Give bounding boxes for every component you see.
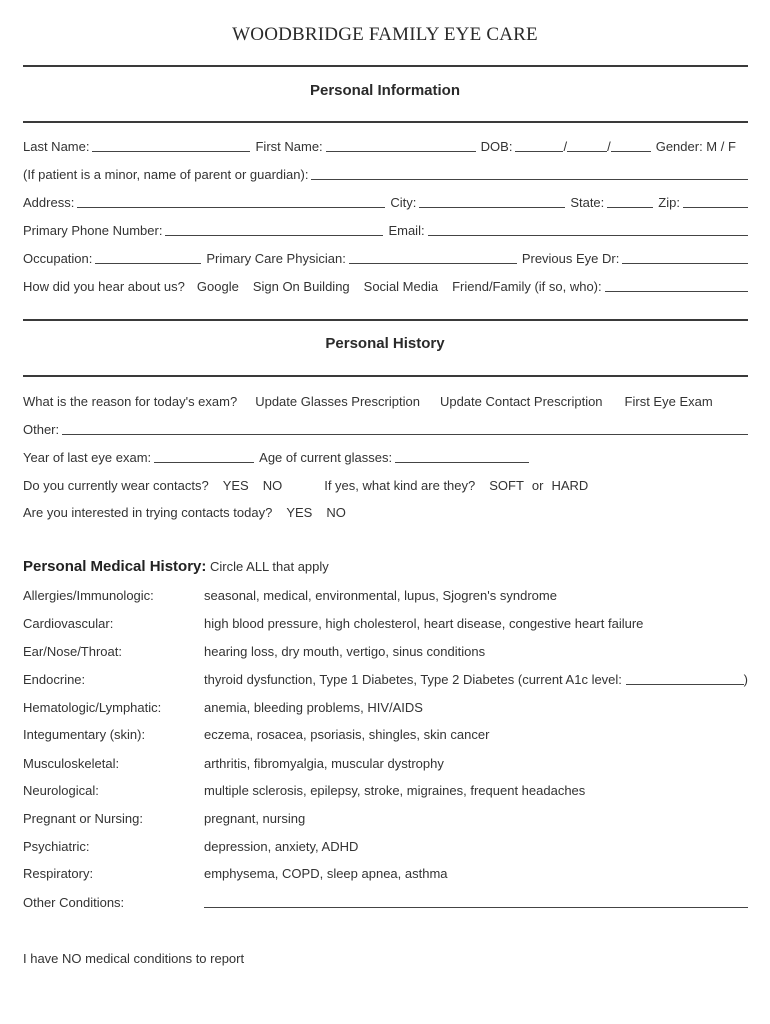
section-title-personal-history: Personal History <box>325 335 445 352</box>
city-label: City: <box>390 195 417 210</box>
medical-category: Cardiovascular: <box>23 616 114 631</box>
no-conditions-statement[interactable]: I have NO medical conditions to report <box>23 951 245 966</box>
medical-row-respiratory <box>23 866 748 884</box>
contact-row <box>23 220 748 238</box>
wear-contacts-no[interactable]: NO <box>262 478 283 493</box>
guardian-label: (If patient is a minor, name of parent or guardian): <box>23 167 309 182</box>
wear-contacts-label: Do you currently wear contacts? <box>23 478 209 493</box>
email-field[interactable] <box>428 223 748 236</box>
divider <box>23 65 748 67</box>
medical-category: Musculoskeletal: <box>23 756 120 771</box>
medical-category: Neurological: <box>23 783 99 798</box>
medical-conditions[interactable]: seasonal, medical, environmental, lupus, Sjogren's syndrome <box>204 588 557 603</box>
medical-row-other <box>23 895 748 913</box>
interested-yes[interactable]: YES <box>286 505 313 520</box>
occupation-field[interactable] <box>95 251 201 264</box>
medical-row-cardiovascular <box>23 616 748 634</box>
dob-label: DOB: <box>480 139 513 154</box>
divider <box>23 375 748 377</box>
medical-row-pregnant <box>23 811 748 829</box>
reason-option-glasses[interactable]: Update Glasses Prescription <box>255 394 420 409</box>
exam-history-row <box>23 447 748 465</box>
dob-separator: / <box>563 139 568 154</box>
medical-row-endocrine <box>23 672 748 690</box>
zip-label: Zip: <box>658 195 680 210</box>
a1c-level-field[interactable] <box>626 672 744 685</box>
referral-label: How did you hear about us? <box>23 279 185 294</box>
gender-label[interactable]: Gender: M / F <box>655 139 736 154</box>
dob-separator: / <box>607 139 611 154</box>
exam-reason-label: What is the reason for today's exam? <box>23 394 238 409</box>
divider <box>23 319 748 321</box>
medical-row-ent <box>23 644 748 662</box>
name-dob-row <box>23 136 748 154</box>
medical-category: Respiratory: <box>23 866 94 881</box>
dob-year-field[interactable] <box>611 139 651 152</box>
medical-row-musculoskeletal <box>23 756 748 774</box>
city-field[interactable] <box>419 195 565 208</box>
reason-option-first-exam[interactable]: First Eye Exam <box>624 394 713 409</box>
referral-option-friend[interactable]: Friend/Family (if so, who): <box>452 279 602 294</box>
pcp-field[interactable] <box>349 251 517 264</box>
medical-category: Endocrine: <box>23 672 86 687</box>
wear-contacts-yes[interactable]: YES <box>222 478 249 493</box>
occupation-row <box>23 248 748 266</box>
last-exam-label: Year of last eye exam: <box>23 450 152 465</box>
referral-option-sign[interactable]: Sign On Building <box>252 279 350 294</box>
medical-category: Ear/Nose/Throat: <box>23 644 122 659</box>
medical-conditions[interactable]: hearing loss, dry mouth, vertigo, sinus conditions <box>204 644 486 659</box>
medical-history-instruction: Circle ALL that apply <box>210 559 329 574</box>
referral-option-google[interactable]: Google <box>196 279 239 294</box>
last-name-label: Last Name: <box>23 139 90 154</box>
glasses-age-label: Age of current glasses: <box>259 450 393 465</box>
medical-category: Integumentary (skin): <box>23 727 146 742</box>
phone-label: Primary Phone Number: <box>23 223 163 238</box>
dob-day-field[interactable] <box>567 139 607 152</box>
medical-category: Hematologic/Lymphatic: <box>23 700 162 715</box>
glasses-age-field[interactable] <box>395 450 529 463</box>
other-reason-field[interactable] <box>62 422 748 435</box>
medical-conditions[interactable]: anemia, bleeding problems, HIV/AIDS <box>204 700 423 715</box>
address-row <box>23 192 748 210</box>
exam-reason-row <box>23 391 748 409</box>
other-conditions-field[interactable] <box>204 895 748 908</box>
referral-row <box>23 276 748 294</box>
referral-friend-field[interactable] <box>605 279 748 292</box>
medical-category: Pregnant or Nursing: <box>23 811 143 826</box>
clinic-title: WOODBRIDGE FAMILY EYE CARE <box>232 24 538 45</box>
medical-conditions[interactable]: multiple sclerosis, epilepsy, stroke, migraines, frequent headaches <box>204 783 586 798</box>
referral-option-social[interactable]: Social Media <box>363 279 439 294</box>
medical-row-psychiatric <box>23 839 748 857</box>
first-name-label: First Name: <box>255 139 323 154</box>
medical-row-hematologic <box>23 700 748 718</box>
contact-kind-or: or <box>531 478 544 493</box>
contact-kind-soft[interactable]: SOFT <box>489 478 524 493</box>
medical-category: Allergies/Immunologic: <box>23 588 154 603</box>
contact-kind-hard[interactable]: HARD <box>551 478 589 493</box>
address-label: Address: <box>23 195 75 210</box>
last-exam-field[interactable] <box>154 450 254 463</box>
last-name-field[interactable] <box>92 139 250 152</box>
medical-history-title: Personal Medical History: <box>23 558 207 575</box>
phone-field[interactable] <box>165 223 383 236</box>
other-reason-row <box>23 419 748 437</box>
zip-field[interactable] <box>683 195 748 208</box>
state-field[interactable] <box>607 195 653 208</box>
occupation-label: Occupation: <box>23 251 93 266</box>
contacts-row <box>23 475 748 493</box>
medical-conditions[interactable]: emphysema, COPD, sleep apnea, asthma <box>204 866 448 881</box>
medical-row-allergies <box>23 588 748 606</box>
interest-row <box>23 502 748 520</box>
medical-category: Psychiatric: <box>23 839 90 854</box>
medical-conditions[interactable]: depression, anxiety, ADHD <box>204 839 359 854</box>
guardian-row <box>23 164 748 182</box>
guardian-field[interactable] <box>311 167 748 180</box>
medical-row-integumentary <box>23 727 748 745</box>
dob-month-field[interactable] <box>515 139 563 152</box>
interested-contacts-label: Are you interested in trying contacts today? <box>23 505 273 520</box>
first-name-field[interactable] <box>326 139 476 152</box>
previous-eye-dr-field[interactable] <box>622 251 748 264</box>
medical-history-heading <box>23 558 329 575</box>
medical-conditions[interactable]: pregnant, nursing <box>204 811 306 826</box>
medical-conditions[interactable]: thyroid dysfunction, Type 1 Diabetes, Type 2 Diabetes (current A1c level: <box>204 672 622 687</box>
section-title-personal-information: Personal Information <box>309 82 461 99</box>
state-label: State: <box>570 195 605 210</box>
other-reason-label: Other: <box>23 422 60 437</box>
previous-eye-dr-label: Previous Eye Dr: <box>521 251 620 266</box>
medical-category: Other Conditions: <box>23 895 125 910</box>
medical-conditions[interactable]: arthritis, fibromyalgia, muscular dystrophy <box>204 756 444 771</box>
medical-conditions[interactable]: high blood pressure, high cholesterol, heart disease, congestive heart failure <box>204 616 644 631</box>
a1c-close-paren: ) <box>743 672 748 687</box>
contact-kind-label: If yes, what kind are they? <box>324 478 476 493</box>
address-field[interactable] <box>77 195 385 208</box>
reason-option-contacts[interactable]: Update Contact Prescription <box>439 394 603 409</box>
divider <box>23 121 748 123</box>
pcp-label: Primary Care Physician: <box>206 251 346 266</box>
medical-conditions[interactable]: eczema, rosacea, psoriasis, shingles, skin cancer <box>204 727 490 742</box>
interested-no[interactable]: NO <box>326 505 346 520</box>
email-label: Email: <box>388 223 425 238</box>
medical-row-neurological <box>23 783 748 801</box>
